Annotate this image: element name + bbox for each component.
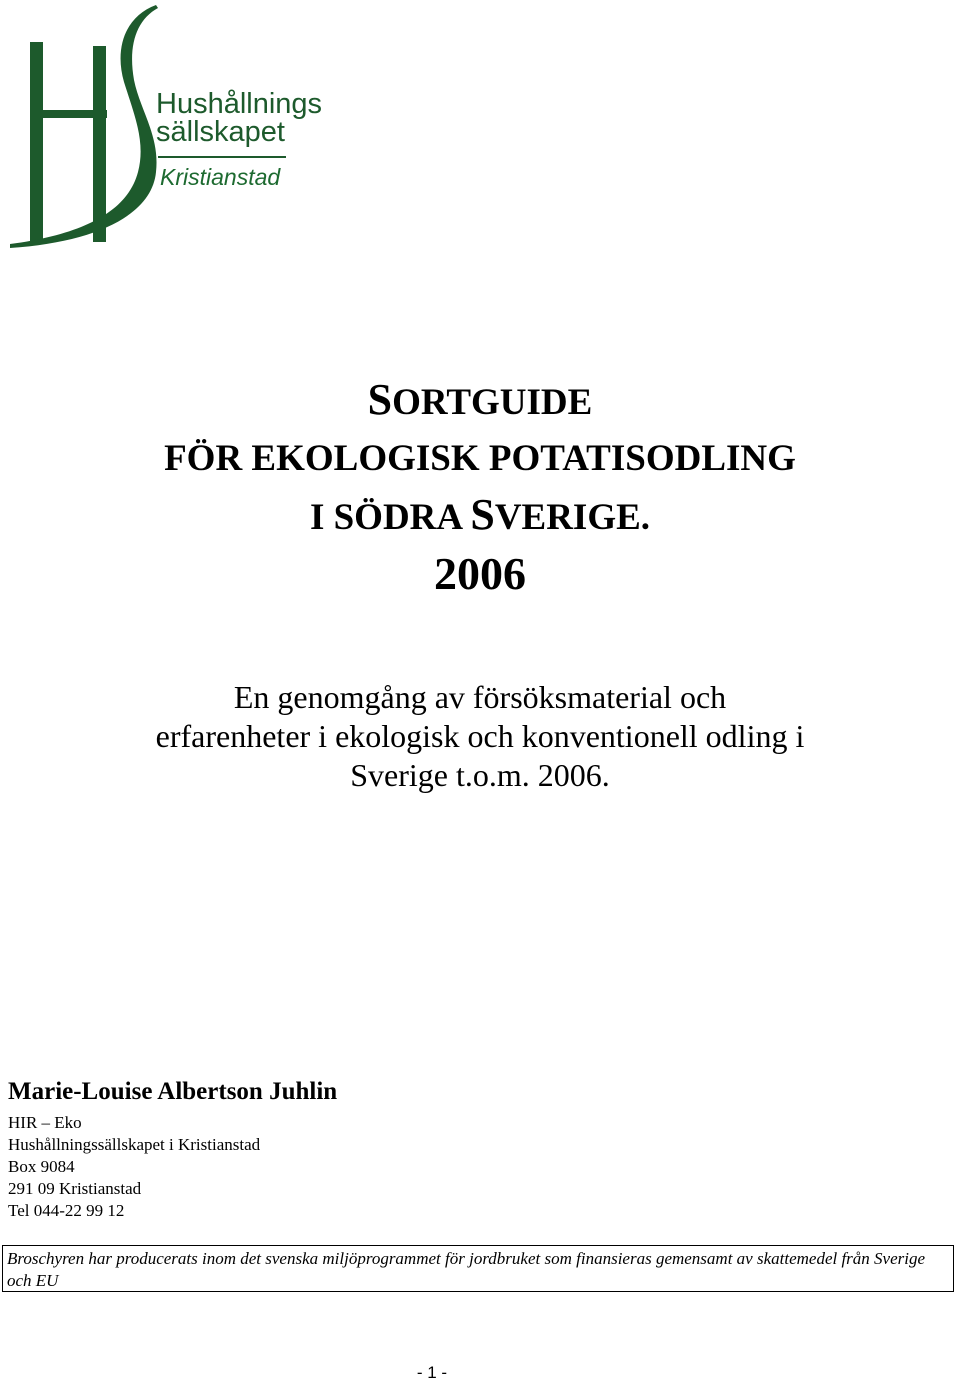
title-year: 2006 — [434, 548, 526, 599]
logo — [6, 2, 323, 248]
author-name: Marie-Louise Albertson Juhlin — [8, 1078, 338, 1105]
author-organization: Hushållningssällskapet i Kristianstad — [8, 1135, 261, 1154]
page-number: - 1 - — [416, 1363, 448, 1382]
funding-note: Broschyren har producerats inom det svenska miljöprogrammet för jordbruket som finansieras gemensamt av skattemedel från Sverige och EU — [2, 1245, 954, 1292]
title-line-2: FÖR EKOLOGISK POTATISODLING — [164, 438, 796, 479]
logo-line-2: sällskapet — [156, 116, 285, 148]
author-phone: Tel 044-22 99 12 — [8, 1201, 125, 1220]
subtitle-line-2: erfarenheter i ekologisk och konventionell odling i — [155, 718, 805, 754]
subtitle-line-1: En genomgång av försöksmaterial och — [233, 679, 727, 715]
document-title — [0, 372, 960, 602]
title-line-3-part1: I SÖDRA — [309, 497, 471, 538]
title-line-1 — [0, 372, 960, 431]
logo-divider — [158, 156, 286, 158]
title-line-3-rest: VERIGE. — [494, 497, 651, 538]
logo-line-1: Hushållnings — [156, 88, 323, 120]
subtitle — [120, 678, 840, 795]
title-line-3 — [0, 487, 960, 546]
logo-line-3: Kristianstad — [160, 164, 281, 190]
title-line-1-initial: S — [367, 375, 393, 424]
author-address — [8, 1112, 708, 1222]
subtitle-line-3: Sverige t.o.m. 2006. — [350, 757, 610, 793]
title-line-3-initial: S — [470, 490, 495, 539]
author-box: Box 9084 — [8, 1157, 75, 1176]
author-block — [8, 1076, 708, 1222]
title-line-1-rest: ORTGUIDE — [392, 382, 593, 423]
author-postal: 291 09 Kristianstad — [8, 1179, 142, 1198]
author-department: HIR – Eko — [8, 1113, 82, 1132]
